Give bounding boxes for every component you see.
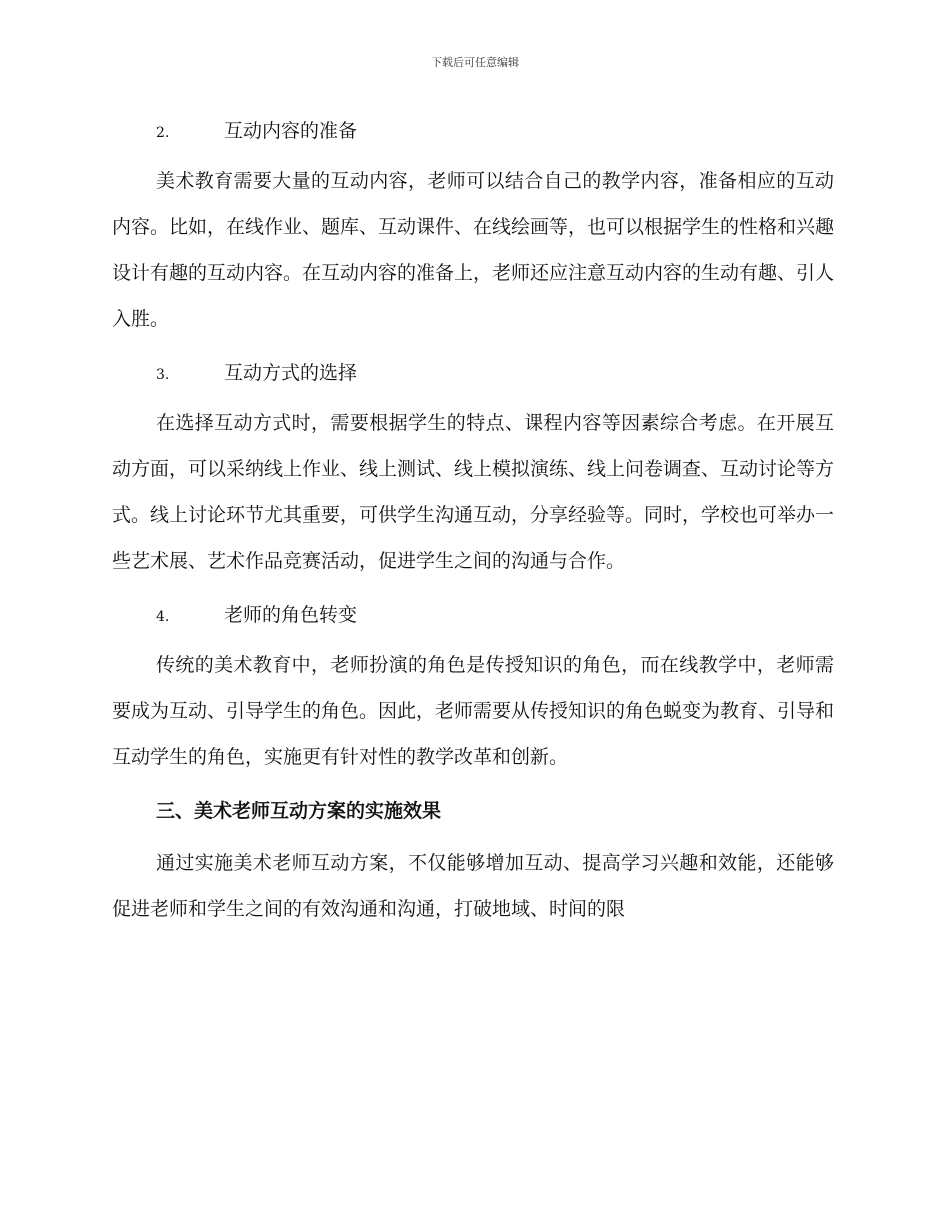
item-number: 2. xyxy=(156,125,170,141)
item-paragraph-3: 在选择互动方式时，需要根据学生的特点、课程内容等因素综合考虑。在开展互动方面，可以采纳线上作业、线上测试、线上模拟演练、线上问卷调查、互动讨论等方式。线上讨论环节尤其重要，可供学生沟通互动，分享经验等。同时，学校也可举办一些艺术展、艺术作品竞赛活动，促进学生之间的沟通与合作。 xyxy=(112,412,835,572)
item-number: 4. xyxy=(156,609,170,625)
item-paragraph-4: 传统的美术教育中，老师扮演的角色是传授知识的角色，而在线教学中，老师需要成为互动、引导学生的角色。因此，老师需要从传授知识的角色蜕变为教育、引导和互动学生的角色，实施更有针对性的教学改革和创新。 xyxy=(112,654,835,768)
section-paragraph: 通过实施美术老师互动方案，不仅能够增加互动、提高学习兴趣和效能，还能够促进老师和学生之间的有效沟通和沟通，打破地域、时间的限 xyxy=(112,852,834,920)
item-title: 老师的角色转变 xyxy=(224,604,358,626)
item-title: 互动方式的选择 xyxy=(224,362,358,384)
item-heading-2 xyxy=(156,108,834,154)
item-title: 互动内容的准备 xyxy=(224,120,358,142)
item-paragraph-2: 美术教育需要大量的互动内容，老师可以结合自己的教学内容，准备相应的互动内容。比如，在线作业、题库、互动课件、在线绘画等，也可以根据学生的性格和兴趣设计有趣的互动内容。在互动内容的准备上，老师还应注意互动内容的生动有趣、引人入胜。 xyxy=(112,170,835,330)
item-number: 3. xyxy=(156,367,170,383)
document-body xyxy=(112,108,834,940)
section-heading: 三、美术老师互动方案的实施效果 xyxy=(156,800,442,822)
page-header: 下载后可任意编辑 xyxy=(431,56,519,69)
item-heading-4 xyxy=(156,592,834,638)
item-heading-3 xyxy=(156,350,834,396)
